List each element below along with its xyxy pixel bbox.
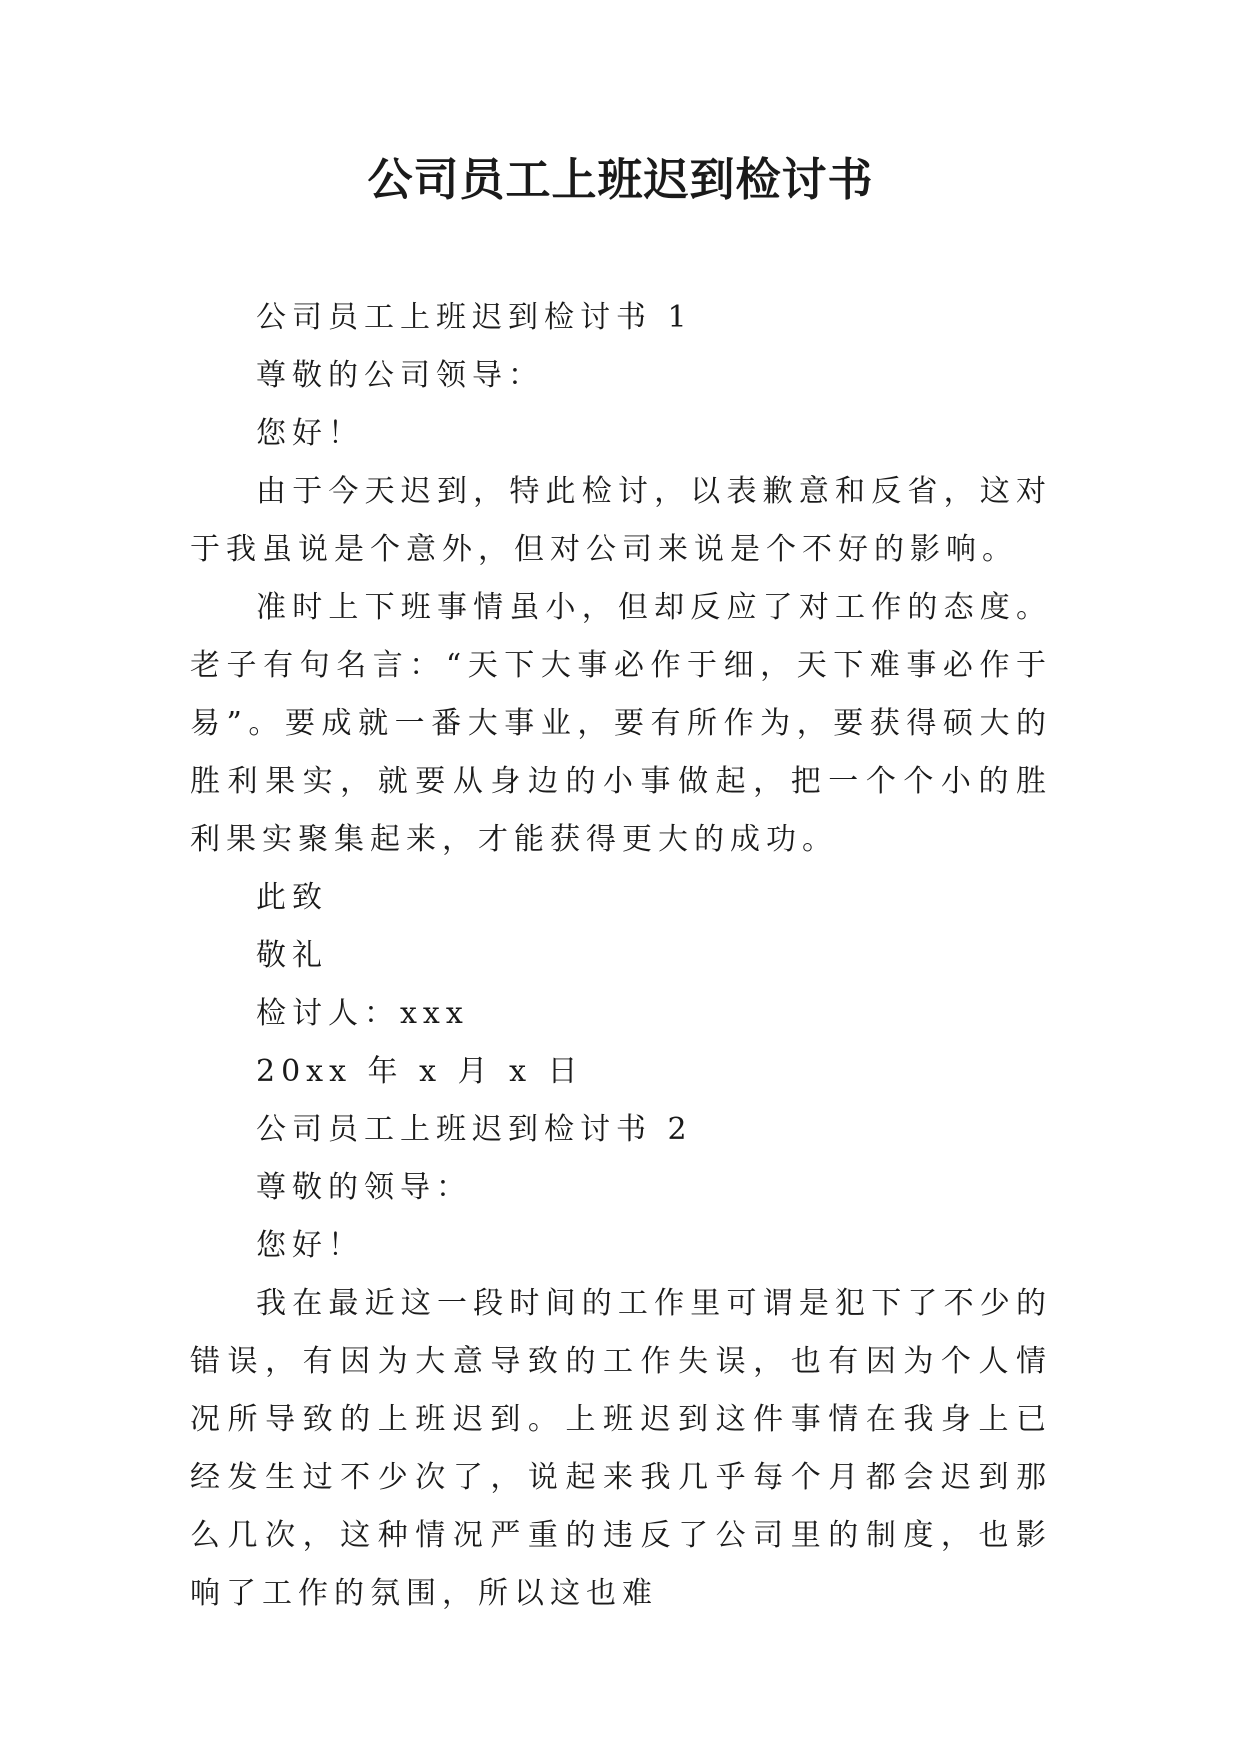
document-body	[190, 289, 1052, 1623]
salutation: 尊敬的领导：	[256, 1170, 472, 1205]
greeting: 您好！	[256, 1228, 364, 1263]
greeting: 您好！	[256, 416, 364, 451]
body-paragraph: 由于今天迟到，特此检讨，以表歉意和反省，这对于我虽说是个意外，但对公司来说是个不好的影响。	[190, 474, 1052, 567]
body-paragraph: 我在最近这一段时间的工作里可谓是犯下了不少的错误，有因为大意导致的工作失误，也有因为个人情况所导致的上班迟到。上班迟到这件事情在我身上已经发生过不少次了，说起来我几乎每个月都会迟到那么几次，这种情况严重的违反了公司里的制度，也影响了工作的氛围，所以这也难	[190, 1286, 1052, 1611]
date-line: 20xx 年 x 月 x 日	[256, 1054, 584, 1089]
closing-line: 此致	[256, 880, 328, 915]
section-heading-1: 公司员工上班迟到检讨书 1	[256, 300, 693, 335]
document-title: 公司员工上班迟到检讨书	[367, 153, 874, 206]
salutation: 尊敬的公司领导：	[256, 358, 544, 393]
signature-line: 检讨人：xxx	[256, 996, 469, 1031]
closing-line: 敬礼	[256, 938, 328, 973]
body-paragraph: 准时上下班事情虽小，但却反应了对工作的态度。老子有句名言：“天下大事必作于细，天下难事必作于易”。要成就一番大事业，要有所作为，要获得硕大的胜利果实，就要从身边的小事做起，把一个个小的胜利果实聚集起来，才能获得更大的成功。	[190, 590, 1052, 857]
section-heading-2: 公司员工上班迟到检讨书 2	[256, 1112, 693, 1147]
